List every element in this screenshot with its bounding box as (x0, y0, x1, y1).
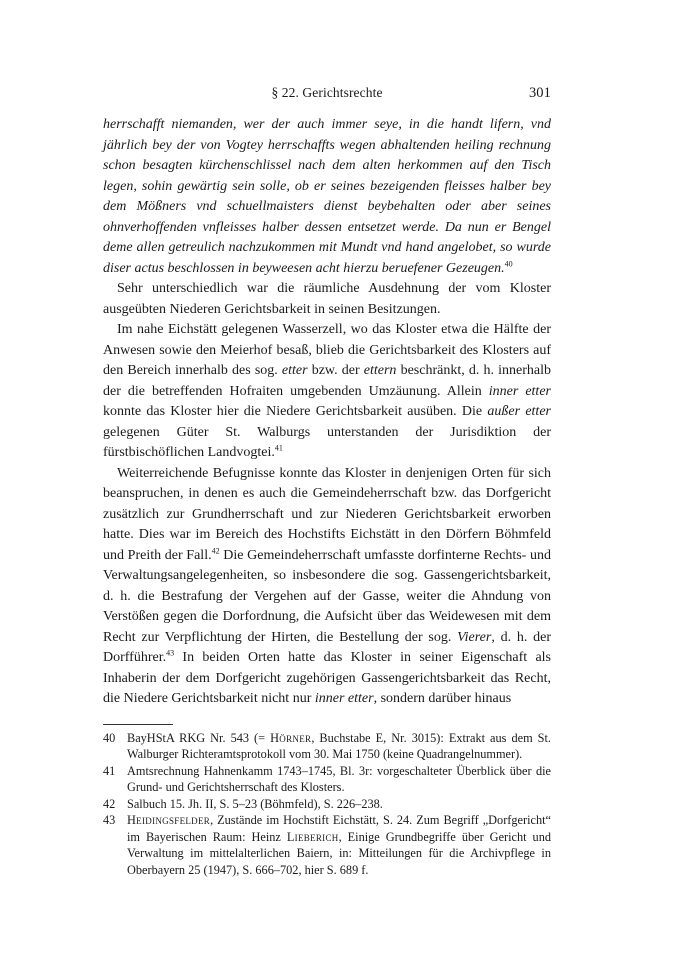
text-span: Weiterreichende Befugnisse konnte das Kloster in denjenigen Orten für sich beanspruchen, in denen es auch die Gemeindeherrschaft bzw. das Dorfgericht zusätzlich zur Grundherrschaft und zur Niederen Gerichtsbarkeit erworben hatte. Dies war im Bereich des Hochstifts Eichstätt in den Dörfern Böhmfeld und Preith der Fall. (103, 465, 551, 563)
paragraph-2 (103, 320, 551, 464)
page-number: 301 (528, 85, 551, 101)
footnote-text (127, 730, 551, 763)
text-span: In beiden Orten hatte das Kloster in seiner Eigenschaft als Inhaberin der dem Dorfgericht zugehörigen Gassengerichtsbarkeit das Recht, die Niedere Gerichtsbarkeit nicht nur (103, 650, 551, 706)
footnote-40 (103, 730, 551, 763)
author-name: Heidingsfelder (127, 813, 211, 827)
quoted-source-text (103, 115, 551, 279)
text-span: Im nahe Eichstätt gelegenen Wasserzell, wo das Kloster etwa die Hälfte der Anwesen sowie den Meierhof besaß, blieb die Gerichtsbarkeit des Klosters auf den Bereich innerhalb des sog. (103, 322, 551, 378)
footnote-number: 41 (103, 763, 116, 778)
footnote-ref-40[interactable]: 40 (504, 258, 513, 268)
term-inner-etter: inner etter (488, 383, 551, 399)
quote-text: herrschafft niemanden, wer der auch immer seye, in die handt lifern, vnd jährlich bey der von Vogtey herrschaffts wegen abhaltenden heiling rechnung schon besagten kürchenschlissel nach dem alten herkommen auf den Tisch legen, sohin gewärtig sein solle, ob er seines bezeigenden fleisses halber bey dem Mößners vnd schuellmaisters dienst beybehalten oder aber seines ohnverhoffenden vnfleisses halber dessen entsetzet werde. Da nun er Bengel deme allen getreulich nachzukommen mit Mundt vnd hand angelobet, so wurde diser actus beschlossen in beyweesen acht hierzu beruefener Gezeugen. (103, 117, 551, 276)
main-text (103, 115, 551, 710)
text-span: gelegenen Güter St. Walburgs unterstanden der Jurisdiktion der fürstbischöflichen Landvogtei. (103, 424, 551, 460)
term-inner-etter: inner etter (314, 691, 374, 706)
running-header (103, 85, 551, 107)
book-page (103, 85, 551, 878)
author-name: Hörner (270, 730, 312, 745)
term-etter: etter (281, 363, 308, 378)
footnote-ref-43[interactable]: 43 (166, 648, 175, 658)
text-span: BayHStA RKG Nr. 543 (= (127, 730, 271, 745)
footnote-ref-41[interactable]: 41 (274, 443, 283, 453)
text-span: konnte das Kloster hier die Niedere Gerichtsbarkeit ausüben. Die (103, 404, 488, 419)
footnote-text: Amtsrechnung Hahnenkamm 1743–1745, Bl. 3r: vorgeschalteter Überblick über die Grund- und Gerichtsherrschaft des Klosters. (127, 763, 551, 794)
footnote-ref-42[interactable]: 42 (211, 545, 220, 555)
footnote-41 (103, 763, 551, 796)
text-span: , sondern darüber hinaus (373, 691, 512, 706)
text-span: , Zustände im Hochstift Eichstätt, S. 24. Zum Begriff „Dorfgericht“ im Bayerischen Raum: Heinz (127, 813, 551, 844)
footnote-number: 43 (103, 813, 116, 827)
text-span: beschränkt, d. h. innerhalb der die betreffenden Hofraiten umgebenden Umzäunung. Allein (103, 363, 551, 399)
footnote-text (127, 812, 551, 878)
term-ettern: ettern (363, 363, 397, 378)
text-span: , Buchstabe E, Nr. 3015): Extrakt aus dem St. Walburger Richteramtsprotokoll vom 30. Mai 1750 (keine Quadrangelnummer). (127, 730, 552, 761)
term-ausser-etter: außer etter (487, 404, 551, 419)
footnote-number: 42 (103, 796, 116, 811)
text-span: , d. h. der Dorfführer. (103, 629, 551, 665)
term-vierer: Vierer (457, 629, 492, 645)
paragraph-1: Sehr unterschiedlich war die räumliche Ausdehnung der vom Kloster ausgeübten Niederen Gerichtsbarkeit in seinen Besitzungen. (103, 281, 551, 317)
paragraph-3 (103, 464, 551, 710)
footnote-42 (103, 796, 551, 813)
text-span: , Einige Grundbegriffe über Gericht und Verwaltung im mittelalterlichen Baiern, in: Mitteilungen für die Archivpflege in Oberbayern 25 (1947), S. 666–702, hier S. 689 f. (127, 829, 551, 877)
footnote-separator (103, 724, 173, 725)
running-title: § 22. Gerichtsrechte (271, 85, 383, 100)
author-name: Lieberich (286, 829, 339, 844)
text-span: bzw. der (307, 363, 364, 378)
text-span: Die Gemeindeherrschaft umfasste dorfinterne Rechts- und Verwaltungsangelegenheiten, so insbesondere die sog. Gassengerichtsbarkeit, d. h. die Bestrafung der Vergehen auf der Gasse, weiter die Ahndung von Verstößen gegen die Dorfordnung, die Aufsicht über das Weidewesen mit dem Recht zur Verpflichtung der Hirten, die Bestellung der sog. (103, 547, 551, 645)
footnote-text: Salbuch 15. Jh. II, S. 5–23 (Böhmfeld), S. 226–238. (127, 796, 383, 811)
footnote-43 (103, 812, 551, 878)
footnotes (103, 730, 551, 879)
footnote-number: 40 (103, 730, 116, 745)
